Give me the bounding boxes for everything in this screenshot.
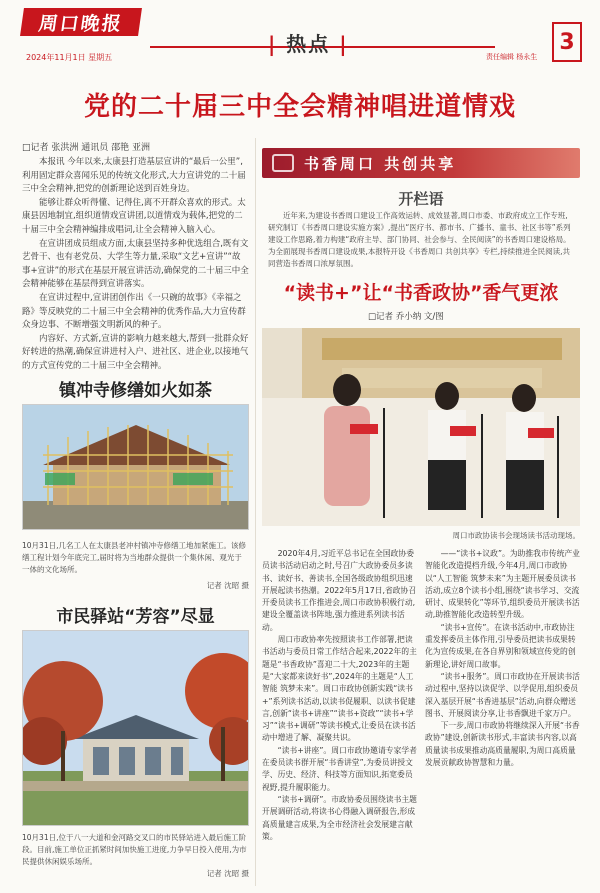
article-body-left [262,548,417,843]
lead-byline: □记者 张洪洲 通讯员 邵艳 亚洲 [22,143,150,153]
banner-title: 书香周口 共创共享 [304,155,457,173]
article-paragraph: “读书+服务”。周口市政协在开展读书活动过程中,坚持以读促学、以学促用,组织委员深入基层开展“书香进基层”活动,向群众赠送图书、开展阅读分享,让书香飘进千家万户。 [425,671,580,718]
story2-credit: 记者 沈昭 摄 [206,869,249,878]
pavilion-illustration [23,631,249,826]
article-paragraph: “读书+讲座”。周口市政协邀请专家学者在委员读书群开展“书香讲堂”,为委员讲授文学、历史、经济、科技等方面知识,拓宽委员视野,提升履职能力。 [262,745,417,792]
article-paragraph: 周口市政协率先按照读书工作部署,把读书活动与委员日常工作结合起来,2022年的主题是“书香政协”喜迎二十大,2023年的主题是“大家都来读好书”,2024年的主题是“人工智能 筑梦未来”。周口市政协创新实践“读书+”系列读书活动,以读书促履职、以读书促建言,创新“读书+讲座”“读书+资政”“读书+学习”“读书+调研”等读书模式,让委员在读书活动中增进了解、凝聚共识。 [262,635,417,743]
station-pavilion-photo [22,630,249,826]
article-paragraph: 2020年4月,习近平总书记在全国政协委员读书活动启动之时,号召广大政协委员多读书、读好书、善读书,全国各级政协组织迅速开展起读书热潮。2022年5月17日,省政协召开委员读书工作推进会,周口市政协积极行动,建设全覆盖读书阵地,强力推进系列读书活动。 [262,549,417,632]
lead-paragraph: 本报讯 今年以来,太康县打造基层宣讲的“最后一公里”,利用固定群众喜闻乐见的传统文化形式,大力宣讲党的二十届三中全会精神,把党的创新理论送到百姓身边。 [22,157,246,195]
section-label: 热点 [286,32,331,56]
newspaper-logo: 周口晚报 [20,8,142,36]
lead-paragraph: 内容好、方式新,宣讲的影响力越来越大,帮到一批群众好好转进的热潮,确保宣讲进村入户、进社区、进企业,以接地气的方式宣传党的二十届三中全会精神。 [22,333,249,371]
story2-title: 市民驿站“芳容”尽显 [56,607,215,627]
scaffolding-illustration [23,405,249,530]
masthead [0,0,600,64]
story1-credit: 记者 沈昭 摄 [206,581,249,590]
issue-date: 2024年11月1日 星期五 [26,53,113,62]
column-divider [255,138,256,886]
editor-credit: 责任编辑 杨永生 [486,53,538,61]
reading-event-photo [262,328,580,526]
column-intro-title: 开栏语 [398,190,444,208]
book-icon [272,154,294,172]
story1-caption: 10月31日,几名工人在太康县老冲村镇冲寺修缮工地加紧施工。该修缮工程计划今年底完工,届时将为当地群众提供一个集休闲、观光于一体的文化场所。 [22,541,246,574]
reading-photo-caption: 周口市政协读书会现场读书活动现场。 [452,531,580,540]
article-body-right [425,548,580,769]
lead-paragraph: 在宣讲团成员组成方面,太康县坚持多种优选组合,既有文艺骨干、也有老党员、大学生等力量,采取“文艺+宣讲”“故事+宣讲”的形式在基层开展宣讲活动,确保党的二十届三中全会精神能够在基层得到宣讲落实。 [22,238,249,290]
section-bracket-right: | [339,32,349,56]
article-paragraph: 下一步,周口市政协将继续深入开展“书香政协”建设,创新读书形式,丰富读书内容,以高质量读书成果推动高质量履职,为周口高质量发展贡献政协智慧和力量。 [425,721,580,768]
column-intro-body: 近年来,为建设书香周口建设工作高效运转、成效显著,周口市委、市政府成立工作专班,研究制订《书香周口建设实施方案》,提出“医疗书、都市书、广播书、童书、社区书等”系列建设工作思路,着力构建“政府主导、部门协同、社会参与、全民阅读”的书香周口建设格局。为全面展现书香周口建设成果,本报特开设《书香周口 共创共享》专栏,持续推进全民阅读,共同营造书香周口浓厚氛围。 [268,211,571,268]
story2-caption: 10月31日,位于八一大道和金河路交叉口的市民驿站进入最后施工阶段。目前,施工单位正抓紧时间加快施工进度,力争早日投入使用,为市民提供休闲娱乐场所。 [22,833,247,866]
lead-paragraph: 在宣讲过程中,宣讲团创作出《一只碗的故事》《幸福之路》等反映党的二十届三中全会精神的优秀作品,大力宣传群众身边事、不断增强文明新风的种子。 [22,292,246,331]
temple-construction-photo [22,404,249,530]
main-headline: 党的二十届三中全会精神唱进道情戏 [83,92,516,122]
section-title [268,28,349,57]
article-paragraph: ——“读书+议政”。为助推我市传统产业智能化改造提档升级,今年4月,周口市政协以“人工智能 筑梦未来”为主题开展委员读书活动,成立8个读书小组,围绕“读书学习、交流研讨、成果转化”等环节,组织委员开展读书活动,助推智能化改造转型升级。 [425,549,580,620]
lead-paragraph: 能够让群众听得懂、记得住,离不开群众喜欢的形式。太康县因地制宜,组织道情戏宣讲团,以道情戏为载体,把党的二十届三中全会精神编排成唱词,让全会精神入脑入心。 [22,197,246,235]
story1-title: 镇冲寺修缮如火如茶 [59,381,212,401]
article-title: “读书+”让“书香政协”香气更浓 [283,282,559,304]
reading-stage-illustration [262,328,580,526]
article-paragraph: “读书+宣传”。在读书活动中,市政协注重发挥委员主体作用,引导委员把读书成果转化为宣传成果,在各自界别和领域宣传党的创新理论,讲好周口故事。 [425,622,576,669]
lead-article-body [22,156,249,374]
column-banner [262,148,580,178]
page-number: 3 [552,22,582,62]
section-bracket-left: | [268,32,278,56]
article-paragraph: “读书+调研”。市政协委员围绕读书主题开展调研活动,将读书心得融入调研报告,形成高质量建言成果,为全市经济社会发展建言献策。 [262,794,417,841]
article-byline: □记者 乔小纳 文/图 [368,312,444,322]
